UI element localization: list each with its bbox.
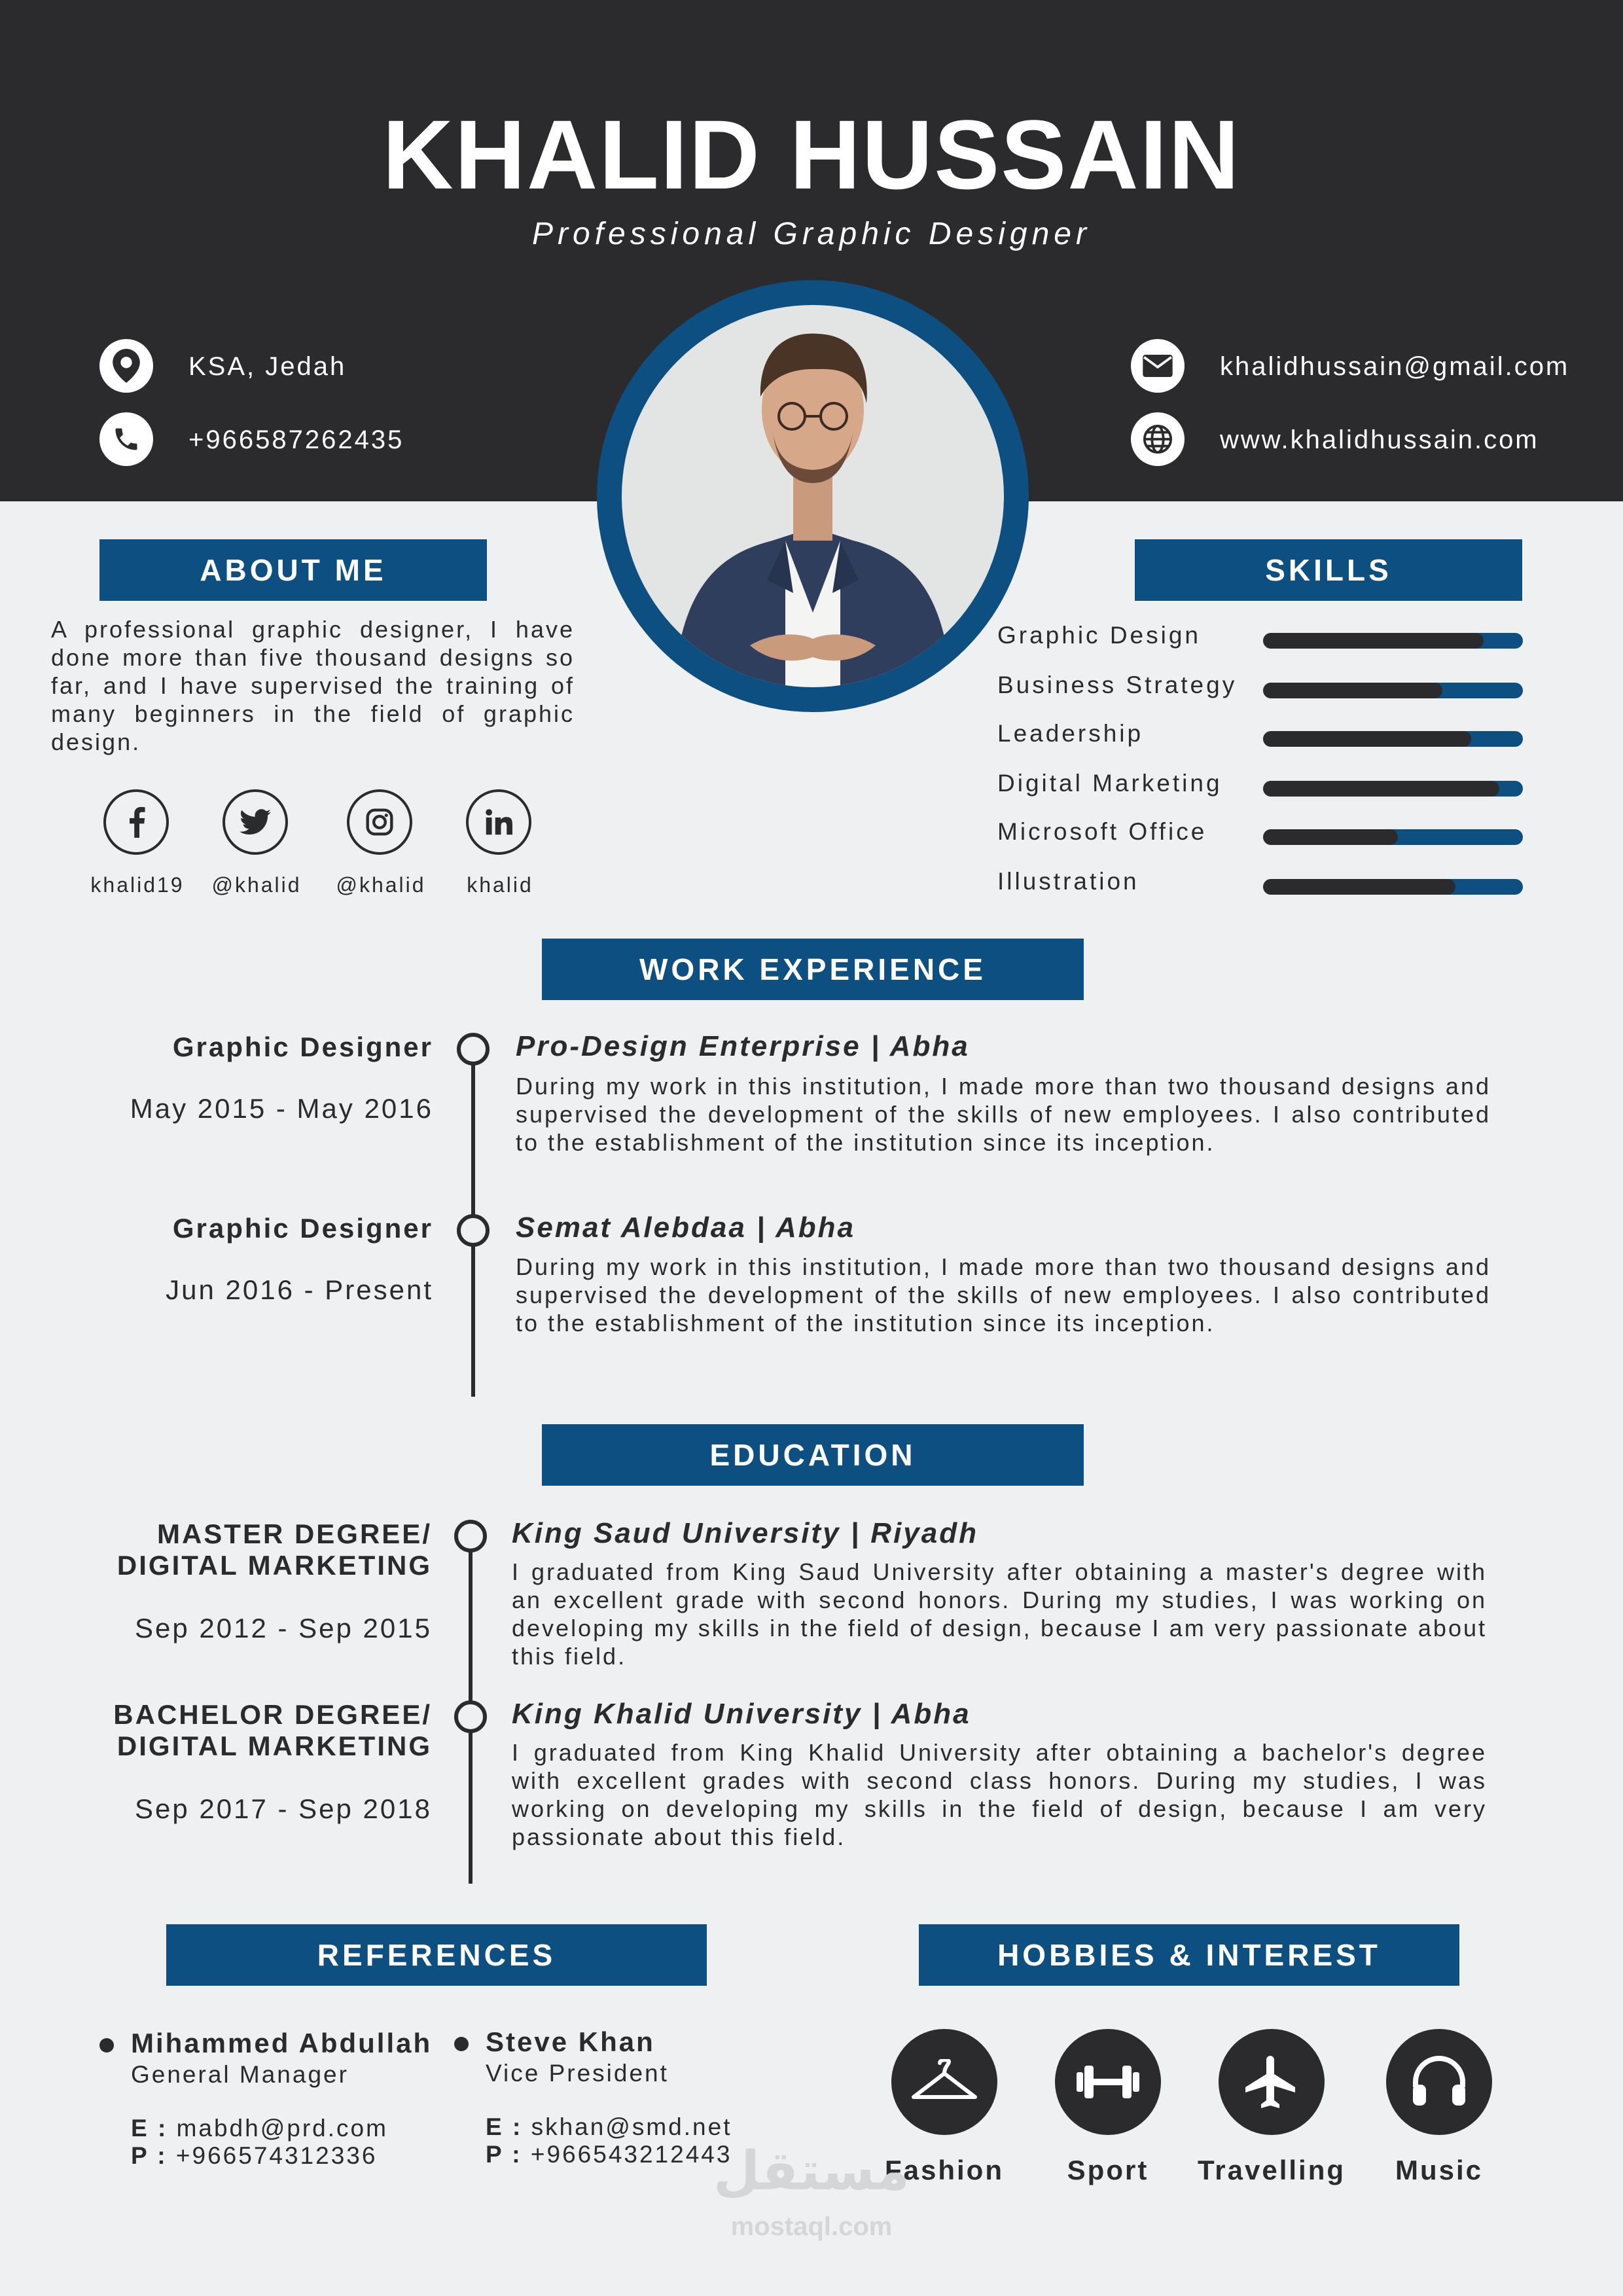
ref-position-2: Vice President — [486, 2060, 669, 2087]
work-company-1: Pro-Design Enterprise | Abha — [516, 1030, 970, 1062]
skill-bar — [1263, 829, 1523, 845]
linkedin-icon[interactable] — [466, 789, 531, 855]
skill-bar-fill — [1263, 731, 1471, 747]
ref-name-1: Mihammed Abdullah — [131, 2028, 433, 2058]
ref-phone-label-1: P : — [131, 2142, 168, 2169]
watermark-latin: mostaql.com — [730, 2212, 893, 2241]
ref-position-1: General Manager — [131, 2061, 349, 2088]
contact-phone: +966587262435 — [188, 425, 404, 454]
work-date-2: Jun 2016 - Present — [166, 1274, 433, 1305]
hobby-label-music: Music — [1395, 2155, 1484, 2185]
skill-bar-fill — [1263, 781, 1499, 797]
work-date-1: May 2015 - May 2016 — [130, 1093, 433, 1124]
ref-phone-2: +966543212443 — [530, 2141, 732, 2168]
ref-name-2: Steve Khan — [486, 2026, 655, 2057]
edu-desc-2: I graduated from King Khalid University after obtaining a bachelor's degree with excellent grades with second class honors. During my studies, I was working on developing my skills in the field of design, because I am very passionate about this field. — [512, 1739, 1487, 1850]
edu-school-2: King Khalid University | Abha — [512, 1698, 971, 1730]
work-desc-2: During my work in this institution, I made more than two thousand designs and supervised the development of the skills of new employees. I also contributed to the establishment of the institution since its inception. — [516, 1253, 1491, 1336]
instagram-icon[interactable] — [347, 789, 412, 855]
hobby-label-sport: Sport — [1067, 2155, 1149, 2185]
ref-email-row-1 — [131, 2114, 388, 2143]
instagram-handle: @khalid — [336, 873, 426, 897]
edu-degree-1 — [0, 1518, 432, 1581]
skill-bar-fill — [1263, 633, 1484, 649]
skill-label: Microsoft Office — [997, 818, 1207, 845]
education-title: EDUCATION — [542, 1424, 1084, 1486]
timeline-dot — [454, 1520, 487, 1552]
headphones-icon — [1386, 2029, 1492, 2135]
skill-bar — [1263, 781, 1523, 797]
ref-phone-row-2 — [486, 2140, 732, 2169]
twitter-handle: @khalid — [211, 873, 302, 897]
timeline-dot — [457, 1033, 490, 1066]
bullet — [99, 2038, 114, 2053]
facebook-icon[interactable] — [103, 789, 169, 855]
skill-bar — [1263, 731, 1523, 747]
mail-icon — [1131, 339, 1185, 393]
location-pin-icon — [99, 339, 153, 393]
ref-email-1[interactable]: mabdh@prd.com — [176, 2115, 388, 2142]
edu-degree-2-line2: DIGITAL MARKETING — [116, 1731, 432, 1761]
about-title: ABOUT ME — [99, 539, 487, 601]
edu-school-1: King Saud University | Riyadh — [512, 1517, 978, 1549]
ref-phone-row-1 — [131, 2142, 377, 2170]
ref-phone-label-2: P : — [486, 2141, 522, 2168]
edu-degree-2 — [0, 1699, 432, 1762]
skill-bar — [1263, 879, 1523, 895]
timeline-dot — [454, 1700, 487, 1733]
hanger-icon — [891, 2029, 997, 2135]
contact-location: KSA, Jedah — [188, 352, 347, 381]
edu-desc-1: I graduated from King Saud University after obtaining a master's degree with an excellent grade with second honors. During my studies, I was working on developing my skills in the field of design, because I am very passionate about this field. — [512, 1558, 1487, 1670]
edu-degree-1-line1: MASTER DEGREE/ — [156, 1518, 432, 1549]
skill-bar-fill — [1263, 683, 1442, 698]
ref-email-label-2: E : — [486, 2113, 523, 2140]
ref-email-label-1: E : — [131, 2115, 168, 2142]
work-role-2: Graphic Designer — [172, 1213, 433, 1244]
skill-bar-fill — [1263, 829, 1398, 845]
work-desc-1: During my work in this institution, I made more than two thousand designs and supervised the development of the skills of new employees. I also contributed to the establishment of the institution since its inception. — [516, 1073, 1491, 1156]
skill-label: Leadership — [997, 720, 1144, 747]
references-title: REFERENCES — [166, 1924, 707, 1986]
candidate-name: KHALID HUSSAIN — [382, 99, 1241, 209]
skill-label: Illustration — [997, 868, 1139, 895]
skill-bar — [1263, 633, 1523, 649]
hobbies-title: HOBBIES & INTEREST — [919, 1924, 1459, 1986]
skill-bar — [1263, 683, 1523, 698]
linkedin-handle: khalid — [467, 873, 533, 897]
work-title: WORK EXPERIENCE — [542, 939, 1084, 1000]
candidate-title: Professional Graphic Designer — [532, 217, 1091, 251]
timeline-dot — [457, 1214, 490, 1247]
edu-date-2: Sep 2017 - Sep 2018 — [135, 1793, 432, 1824]
skill-label: Digital Marketing — [997, 770, 1222, 797]
edu-degree-1-line2: DIGITAL MARKETING — [116, 1550, 432, 1581]
skill-label: Graphic Design — [997, 622, 1202, 649]
edu-degree-2-line1: BACHELOR DEGREE/ — [113, 1699, 432, 1730]
skill-bar-fill — [1263, 879, 1455, 895]
about-text: A professional graphic designer, I have done more than five thousand designs so far, and I have supervised the training of many beginners in the field of graphic design. — [51, 616, 575, 755]
ref-phone-1: +966574312336 — [175, 2142, 378, 2169]
edu-date-1: Sep 2012 - Sep 2015 — [135, 1613, 432, 1643]
hobby-label-fashion: Fashion — [884, 2155, 1004, 2185]
facebook-handle: khalid19 — [90, 873, 185, 897]
ref-email-row-2 — [486, 2113, 732, 2142]
skill-label: Business Strategy — [997, 672, 1238, 698]
profile-photo — [622, 305, 1004, 687]
contact-email[interactable]: khalidhussain@gmail.com — [1220, 352, 1570, 381]
globe-icon — [1131, 412, 1185, 466]
phone-icon — [99, 412, 153, 466]
watermark-arabic: مستقل — [713, 2142, 910, 2201]
work-company-2: Semat Alebdaa | Abha — [516, 1211, 855, 1244]
airplane-icon — [1219, 2029, 1325, 2135]
contact-website[interactable]: www.khalidhussain.com — [1220, 425, 1539, 454]
hobby-label-travelling: Travelling — [1197, 2155, 1346, 2185]
ref-email-2[interactable]: skhan@smd.net — [531, 2113, 732, 2140]
twitter-icon[interactable] — [223, 789, 288, 855]
skills-title: SKILLS — [1135, 539, 1522, 601]
bullet — [454, 2037, 469, 2051]
work-role-1: Graphic Designer — [172, 1031, 433, 1062]
dumbbell-icon — [1055, 2029, 1161, 2135]
